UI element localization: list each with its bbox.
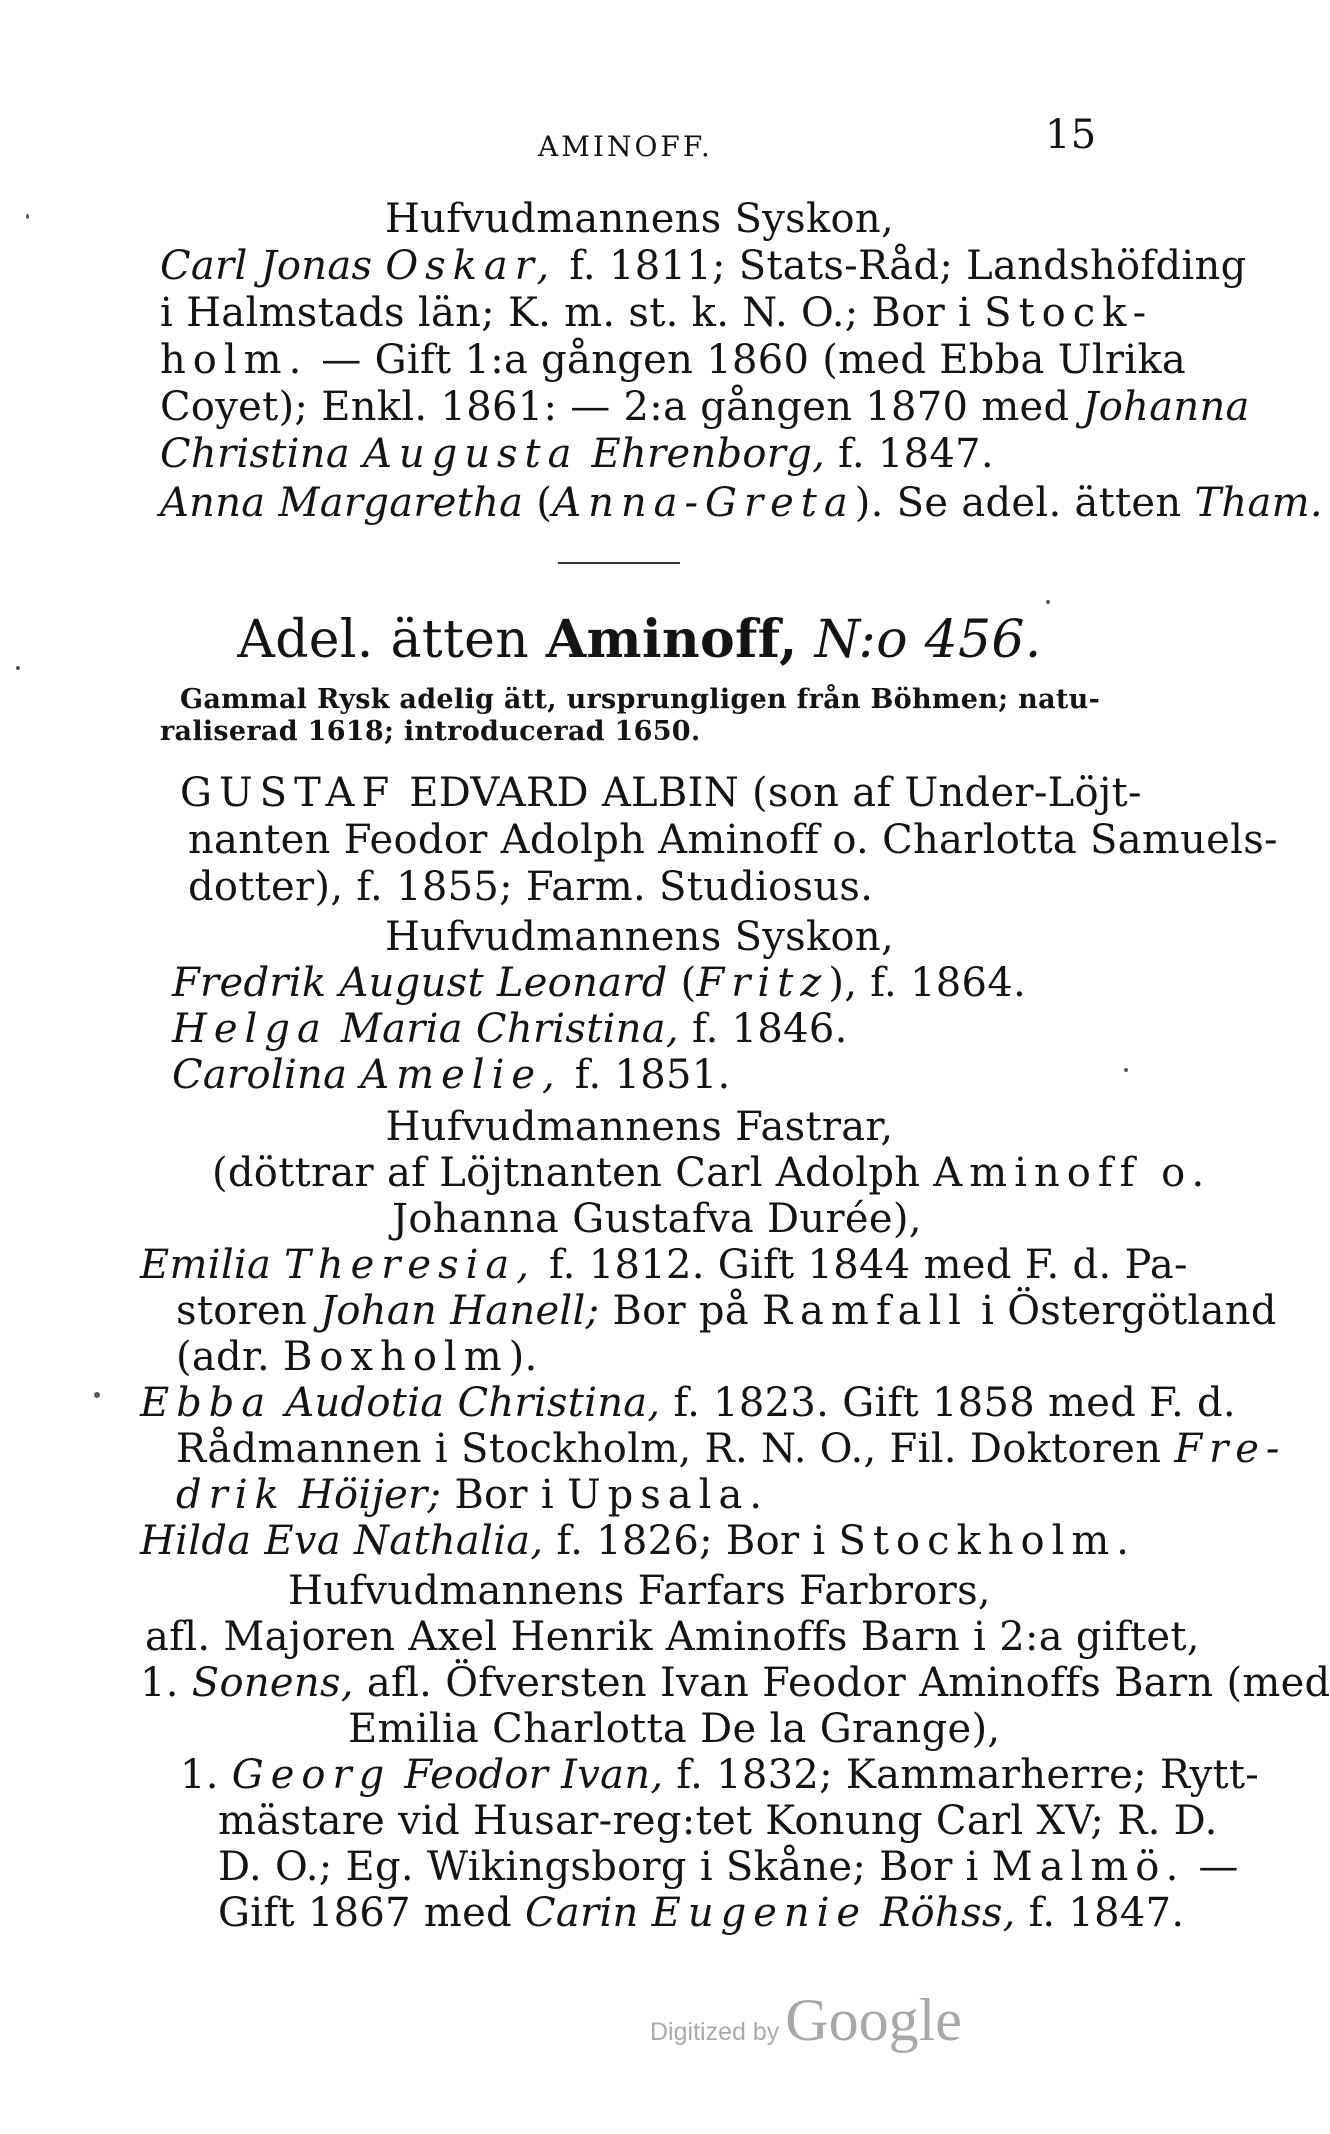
fastrar-heading: Hufvudmannens Fastrar, [385, 1104, 894, 1150]
child-line: 1. Georg Feodor Ivan, f. 1832; Kammarherre; Rytt- [180, 1752, 1260, 1798]
entry-line: dotter), f. 1855; Farm. Studiosus. [188, 864, 874, 910]
sibling-line: Helga Maria Christina, f. 1846. [172, 1006, 848, 1052]
aunt-line: Ebba Audotia Christina, f. 1823. Gift 1858 med F. d. [140, 1380, 1236, 1426]
scan-speck [94, 1392, 100, 1398]
google-logo: Google [785, 1987, 962, 2053]
child-line: Gift 1867 med Carin Eugenie Röhss, f. 1847. [218, 1890, 1185, 1936]
farfars-line: afl. Majoren Axel Henrik Aminoffs Barn i 2:a giftet, [145, 1614, 1200, 1660]
scan-speck [1046, 600, 1050, 604]
text-line: holm. — Gift 1:a gången 1860 (med Ebba Ulrika [160, 337, 1187, 383]
scan-speck [26, 214, 29, 219]
aunt-line: drik Höijer; Bor i Upsala. [176, 1472, 769, 1518]
scan-speck [1124, 1068, 1128, 1072]
text-line: i Halmstads län; K. m. st. k. N. O.; Bor i Stock- [160, 290, 1154, 336]
aunt-line: (adr. Boxholm). [176, 1334, 538, 1380]
child-line: D. O.; Eg. Wikingsborg i Skåne; Bor i Malmö. — [218, 1844, 1239, 1890]
scan-speck [16, 666, 20, 670]
section-title: Adel. ätten Aminoff, N:o 456. [237, 609, 1042, 670]
farfars-heading: Hufvudmannens Farfars Farbrors, [288, 1568, 991, 1614]
text-line: Coyet); Enkl. 1861: — 2:a gången 1870 med Johanna [160, 384, 1250, 430]
digitized-watermark: Digitized by Google [650, 1987, 962, 2053]
running-head: AMINOFF. [538, 130, 713, 163]
paren-note: (döttrar af Löjtnanten Carl Adolph Aminoff o. [212, 1150, 1212, 1196]
child-line: mästare vid Husar-reg:tet Konung Carl XV; R. D. [218, 1798, 1218, 1844]
syskon-heading: Hufvudmannens Syskon, [384, 914, 894, 960]
aunt-line: Emilia Theresia, f. 1812. Gift 1844 med F. d. Pa- [140, 1242, 1188, 1288]
section-subtitle: raliserad 1618; introducerad 1650. [160, 716, 701, 747]
paren-note: Johanna Gustafva Durée), [392, 1196, 922, 1242]
page-number: 15 [1045, 112, 1097, 158]
text-line: Christina Augusta Ehrenborg, f. 1847. [160, 431, 994, 477]
entry-line: GUSTAF EDVARD ALBIN (son af Under-Löjt- [180, 770, 1142, 816]
farfars-line: 1. Sonens, afl. Öfversten Ivan Feodor Aminoffs Barn (med [140, 1660, 1330, 1706]
text-line: Anna Margaretha (Anna-Greta). Se adel. ätten Tham. [160, 480, 1323, 526]
farfars-line: Emilia Charlotta De la Grange), [348, 1706, 1001, 1752]
aunt-line: storen Johan Hanell; Bor på Ramfall i Östergötland [176, 1288, 1277, 1334]
syskon-heading: Hufvudmannens Syskon, [384, 196, 894, 242]
aunt-line: Hilda Eva Nathalia, f. 1826; Bor i Stockholm. [140, 1518, 1137, 1564]
section-subtitle: Gammal Rysk adelig ätt, ursprungligen från Böhmen; natu- [180, 684, 1101, 715]
sibling-line: Carolina Amelie, f. 1851. [172, 1052, 731, 1098]
sibling-line: Fredrik August Leonard (Fritz), f. 1864. [172, 960, 1027, 1006]
text-line: Carl Jonas Oskar, f. 1811; Stats-Råd; Landshöfding [160, 243, 1247, 289]
aunt-line: Rådmannen i Stockholm, R. N. O., Fil. Doktoren Fre- [176, 1426, 1287, 1472]
divider-rule [558, 562, 680, 564]
entry-line: nanten Feodor Adolph Aminoff o. Charlotta Samuels- [188, 817, 1278, 863]
